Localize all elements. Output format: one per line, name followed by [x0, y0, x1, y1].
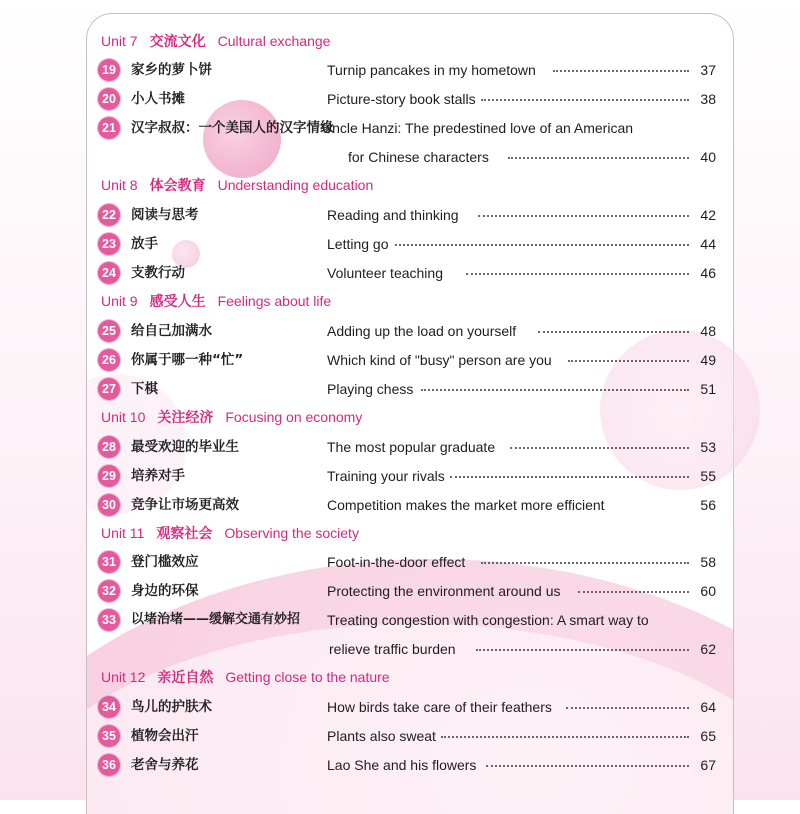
- unit-heading: [101, 665, 390, 689]
- unit-heading: [101, 289, 331, 313]
- lesson-title-zh: 植物会出汗: [131, 728, 199, 744]
- dot-leader: [441, 736, 689, 738]
- toc-entry[interactable]: [98, 261, 718, 285]
- lesson-title-zh: 下棋: [131, 381, 158, 397]
- lesson-title-en-continued: for Chinese characters: [348, 149, 489, 165]
- lesson-title-en: Picture-story book stalls: [327, 91, 476, 107]
- page-number: 46: [700, 265, 716, 281]
- dot-leader: [568, 360, 689, 362]
- toc-entry[interactable]: [98, 319, 718, 343]
- page-number: 53: [700, 439, 716, 455]
- toc-entry[interactable]: [98, 203, 718, 227]
- lesson-title-en: How birds take care of their feathers: [327, 699, 552, 715]
- lesson-number-badge: 34: [98, 696, 120, 718]
- lesson-title-en: Turnip pancakes in my hometown: [327, 62, 536, 78]
- dot-leader: [481, 99, 689, 101]
- lesson-title-zh: 培养对手: [131, 468, 185, 484]
- page-number: 60: [700, 583, 716, 599]
- lesson-title-zh: 你属于哪一种“忙”: [131, 352, 244, 368]
- lesson-number-badge: 28: [98, 436, 120, 458]
- toc-entry[interactable]: [98, 348, 718, 372]
- toc-entry[interactable]: [98, 232, 718, 256]
- lesson-number-badge: 25: [98, 320, 120, 342]
- lesson-title-zh: 登门槛效应: [131, 554, 199, 570]
- lesson-title-zh: 家乡的萝卜饼: [131, 62, 212, 78]
- toc-entry[interactable]: [98, 58, 718, 82]
- unit-title-zh: 体会教育: [149, 178, 206, 194]
- dot-leader: [538, 331, 689, 333]
- page-number: 51: [700, 381, 716, 397]
- unit-title-en: Getting close to the nature: [225, 669, 390, 685]
- page-number: 56: [700, 497, 716, 513]
- lesson-number-badge: 22: [98, 204, 120, 226]
- unit-title-en: Focusing on economy: [225, 409, 363, 425]
- unit-heading: [101, 29, 330, 53]
- page-number: 44: [700, 236, 716, 252]
- lesson-number-badge: 36: [98, 754, 120, 776]
- unit-number: Unit 10: [101, 409, 146, 425]
- lesson-title-zh: 以堵治堵——缓解交通有妙招: [131, 612, 301, 627]
- dot-leader: [450, 476, 689, 478]
- dot-leader: [481, 562, 689, 564]
- lesson-number-badge: 20: [98, 88, 120, 110]
- page-number: 37: [700, 62, 716, 78]
- unit-heading: [101, 521, 359, 545]
- dot-leader: [421, 389, 689, 391]
- lesson-title-zh: 老舍与养花: [131, 757, 199, 773]
- page-number: 64: [700, 699, 716, 715]
- toc-entry[interactable]: [98, 753, 718, 777]
- toc-entry-continued[interactable]: [98, 637, 718, 661]
- unit-title-zh: 关注经济: [157, 410, 214, 426]
- lesson-number-badge: 23: [98, 233, 120, 255]
- toc-entry[interactable]: [98, 87, 718, 111]
- page-number: 55: [700, 468, 716, 484]
- unit-number: Unit 7: [101, 33, 138, 49]
- lesson-title-zh: 阅读与思考: [131, 207, 199, 223]
- unit-number: Unit 8: [101, 177, 138, 193]
- lesson-title-zh: 汉字叔叔：一个美国人的汉字情缘: [131, 120, 334, 136]
- page-number: 65: [700, 728, 716, 744]
- unit-heading: [101, 405, 362, 429]
- dot-leader: [466, 273, 689, 275]
- lesson-title-zh: 给自己加满水: [131, 323, 212, 339]
- dot-leader: [578, 591, 689, 593]
- dot-leader: [476, 649, 689, 651]
- lesson-title-en: Lao She and his flowers: [327, 757, 477, 773]
- page-number: 40: [700, 149, 716, 165]
- lesson-title-en: Foot-in-the-door effect: [327, 554, 466, 570]
- page-number: 42: [700, 207, 716, 223]
- lesson-title-en: The most popular graduate: [327, 439, 496, 455]
- lesson-number-badge: 24: [98, 262, 120, 284]
- lesson-title-en: Uncle Hanzi: The predestined love of an American: [322, 120, 634, 136]
- lesson-title-en: Volunteer teaching: [327, 265, 443, 281]
- lesson-title-en: Reading and thinking: [327, 207, 459, 223]
- lesson-number-badge: 33: [98, 609, 120, 631]
- unit-title-zh: 交流文化: [149, 34, 206, 50]
- unit-title-en: Cultural exchange: [217, 33, 331, 49]
- unit-title-zh: 亲近自然: [157, 670, 214, 686]
- lesson-number-badge: 30: [98, 494, 120, 516]
- lesson-number-badge: 29: [98, 465, 120, 487]
- lesson-title-en: Competition makes the market more efficient: [327, 497, 605, 513]
- lesson-title-en: Plants also sweat: [327, 728, 436, 744]
- unit-number: Unit 9: [101, 293, 138, 309]
- lesson-title-en-continued: relieve traffic burden: [329, 641, 456, 657]
- unit-heading: [101, 173, 373, 197]
- lesson-title-zh: 小人书摊: [131, 91, 185, 107]
- lesson-number-badge: 19: [98, 59, 120, 81]
- unit-title-en: Understanding education: [217, 177, 374, 193]
- toc-entry[interactable]: [98, 608, 718, 632]
- lesson-number-badge: 21: [98, 117, 120, 139]
- unit-number: Unit 12: [101, 669, 146, 685]
- lesson-title-en: Adding up the load on yourself: [327, 323, 517, 339]
- unit-number: Unit 11: [101, 525, 145, 541]
- dot-leader: [478, 215, 689, 217]
- page-number: 38: [700, 91, 716, 107]
- dot-leader: [510, 447, 689, 449]
- dot-leader: [553, 70, 689, 72]
- page-number: 58: [700, 554, 716, 570]
- toc-entry[interactable]: [98, 695, 718, 719]
- toc-entry[interactable]: [98, 435, 718, 459]
- page-number: 67: [700, 757, 716, 773]
- page-number: 48: [700, 323, 716, 339]
- lesson-number-badge: 32: [98, 580, 120, 602]
- lesson-number-badge: 26: [98, 349, 120, 371]
- lesson-number-badge: 27: [98, 378, 120, 400]
- page-number: 49: [700, 352, 716, 368]
- lesson-title-zh: 竞争让市场更高效: [131, 497, 239, 513]
- toc-entry-continued[interactable]: [98, 145, 718, 169]
- dot-leader: [508, 157, 689, 159]
- toc-entry[interactable]: [98, 464, 718, 488]
- lesson-title-zh: 身边的环保: [131, 583, 199, 599]
- toc-entry[interactable]: [98, 116, 718, 140]
- dot-leader: [566, 707, 689, 709]
- toc-entry[interactable]: [98, 550, 718, 574]
- toc-entry[interactable]: [98, 493, 718, 517]
- lesson-title-en: Playing chess: [327, 381, 414, 397]
- lesson-title-zh: 最受欢迎的毕业生: [131, 439, 239, 455]
- lesson-title-en: Protecting the environment around us: [327, 583, 561, 599]
- toc-entry[interactable]: [98, 724, 718, 748]
- lesson-number-badge: 31: [98, 551, 120, 573]
- lesson-title-en: Treating congestion with congestion: A smart way to: [327, 612, 649, 628]
- page-number: 62: [700, 641, 716, 657]
- lesson-title-zh: 支教行动: [131, 265, 185, 281]
- lesson-title-en: Training your rivals: [327, 468, 445, 484]
- dot-leader: [395, 244, 689, 246]
- lesson-title-en: Which kind of "busy" person are you: [327, 352, 552, 368]
- lesson-title-zh: 鸟儿的护肤术: [131, 699, 212, 715]
- lesson-title-zh: 放手: [131, 236, 158, 252]
- unit-title-en: Observing the society: [224, 525, 359, 541]
- lesson-number-badge: 35: [98, 725, 120, 747]
- unit-title-en: Feelings about life: [217, 293, 332, 309]
- dot-leader: [486, 765, 689, 767]
- lesson-title-en: Letting go: [327, 236, 389, 252]
- toc-entry[interactable]: [98, 579, 718, 603]
- unit-title-zh: 观察社会: [156, 526, 213, 542]
- unit-title-zh: 感受人生: [149, 294, 206, 310]
- toc-entry[interactable]: [98, 377, 718, 401]
